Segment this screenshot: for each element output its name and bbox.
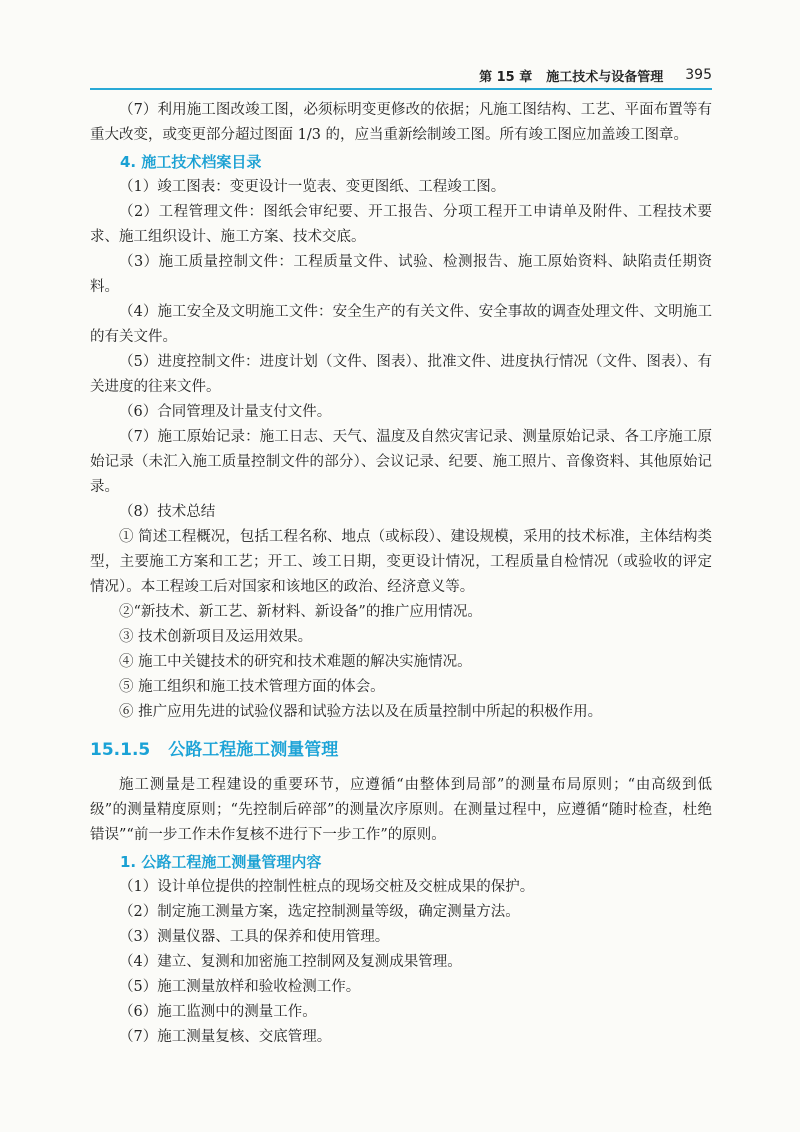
- archive-item-8: （8）技术总结: [119, 504, 216, 520]
- archive-item-5: （5）进度控制文件：进度计划（文件、图表）、批准文件、进度执行情况（文件、图表）、有关进度的往来文件。: [90, 354, 712, 395]
- survey-item-1: （1）设计单位提供的控制性桩点的现场交桩及交桩成果的保护。: [119, 879, 535, 895]
- archive-item-6: （6）合同管理及计量支付文件。: [119, 404, 332, 420]
- archive-item-1: （1）竣工图表：变更设计一览表、变更图纸、工程竣工图。: [119, 179, 506, 195]
- summary-item-5: ⑤ 施工组织和施工技术管理方面的体会。: [119, 679, 385, 695]
- summary-item-4: ④ 施工中关键技术的研究和技术难题的解决实施情况。: [119, 654, 472, 670]
- subheading-archive-catalog: 4. 施工技术档案目录: [120, 153, 262, 171]
- archive-item-3: （3）施工质量控制文件：工程质量文件、试验、检测报告、施工原始资料、缺陷责任期资料。: [90, 254, 712, 295]
- section-heading: [90, 733, 712, 767]
- survey-item-2: （2）制定施工测量方案，选定控制测量等级，确定测量方法。: [119, 904, 520, 920]
- survey-item-3: （3）测量仪器、工具的保养和使用管理。: [119, 929, 390, 945]
- summary-item-1: ① 简述工程概况，包括工程名称、地点（或标段）、建设规模，采用的技术标准，主体结构类型，主要施工方案和工艺；开工、竣工日期，变更设计情况，工程质量自检情况（或验收的评定情况）。本工程竣工后对国家和该地区的政治、经济意义等。: [90, 529, 712, 595]
- summary-item-6: ⑥ 推广应用先进的试验仪器和试验方法以及在质量控制中所起的积极作用。: [119, 704, 603, 720]
- survey-item-5: （5）施工测量放样和验收检测工作。: [119, 979, 361, 995]
- page-body: [90, 98, 712, 1050]
- section-title: 公路工程施工测量管理: [168, 740, 339, 760]
- chapter-label: 第 15 章: [479, 69, 533, 85]
- section-intro: 施工测量是工程建设的重要环节，应遵循“由整体到局部”的测量布局原则；“由高级到低级”的测量精度原则；“先控制后碎部”的测量次序原则。在测量过程中，应遵循“随时检查，杜绝错误”“前一步工作未作复核不进行下一步工作”的原则。: [90, 777, 712, 843]
- archive-item-7: （7）施工原始记录：施工日志、天气、温度及自然灾害记录、测量原始记录、各工序施工原始记录（未汇入施工质量控制文件的部分）、会议记录、纪要、施工照片、音像资料、其他原始记录。: [90, 429, 712, 495]
- summary-item-2: ②“新技术、新工艺、新材料、新设备”的推广应用情况。: [119, 604, 482, 620]
- survey-item-4: （4）建立、复测和加密施工控制网及复测成果管理。: [119, 954, 462, 970]
- archive-item-2: （2）工程管理文件：图纸会审纪要、开工报告、分项工程开工申请单及附件、工程技术要求、施工组织设计、施工方案、技术交底。: [90, 204, 712, 245]
- summary-item-3: ③ 技术创新项目及运用效果。: [119, 629, 313, 645]
- subheading-survey-content: 1. 公路工程施工测量管理内容: [120, 853, 322, 871]
- survey-item-7: （7）施工测量复核、交底管理。: [119, 1029, 332, 1045]
- paragraph-completion-drawing: （7）利用施工图改竣工图，必须标明变更修改的依据；凡施工图结构、工艺、平面布置等有重大改变，或变更部分超过图面 1/3 的，应当重新绘制竣工图。所有竣工图应加盖竣工图章。: [90, 102, 712, 143]
- section-number: 15.1.5: [90, 740, 151, 760]
- survey-item-6: （6）施工监测中的测量工作。: [119, 1004, 317, 1020]
- header-section-title: 施工技术与设备管理: [546, 69, 664, 85]
- archive-item-4: （4）施工安全及文明施工文件：安全生产的有关文件、安全事故的调查处理文件、文明施工的有关文件。: [90, 304, 712, 345]
- page-number: 395: [685, 66, 712, 83]
- running-header: [90, 62, 712, 90]
